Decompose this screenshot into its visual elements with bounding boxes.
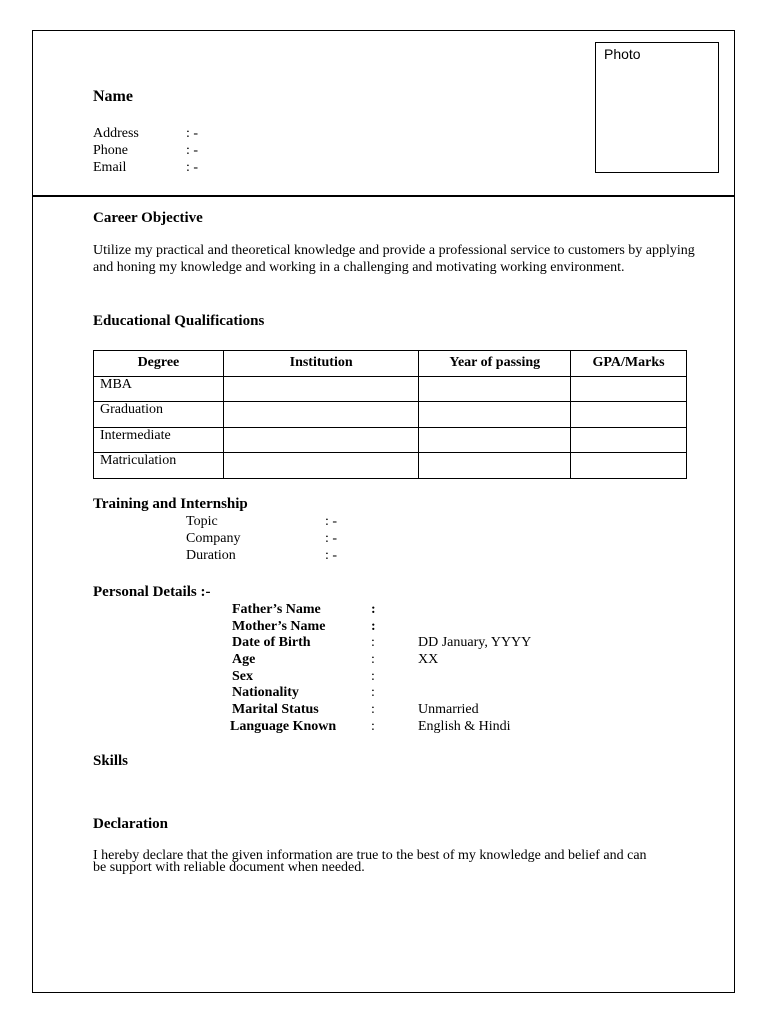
training-label-duration: Duration [186, 548, 236, 563]
personal-value-age: XX [418, 652, 439, 667]
gpa-cell [571, 376, 687, 402]
personal-sep-language: : [371, 719, 375, 734]
column-header-institution: Institution [223, 351, 419, 377]
training-label-company: Company [186, 531, 241, 546]
column-header-degree: Degree [94, 351, 224, 377]
column-header-gpa: GPA/Marks [571, 351, 687, 377]
degree-cell: MBA [94, 376, 224, 402]
contact-value-phone: : - [186, 143, 199, 158]
education-header-row [94, 351, 687, 377]
personal-label-nationality: Nationality [232, 685, 299, 700]
table-row [94, 402, 687, 428]
personal-value-language: English & Hindi [418, 719, 511, 734]
degree-cell: Matriculation [94, 453, 224, 479]
contact-value-address: : - [186, 126, 199, 141]
table-row [94, 427, 687, 453]
personal-sep-sex: : [371, 669, 375, 684]
personal-value-dob: DD January, YYYY [418, 635, 532, 650]
declaration-text: I hereby declare that the given information are true to the best of my knowledge and belief and can be support with reliable document when needed. [93, 848, 647, 875]
personal-sep-nationality: : [371, 685, 375, 700]
institution-cell [223, 376, 419, 402]
personal-sep-father: : [371, 602, 376, 617]
declaration-heading: Declaration [93, 816, 168, 832]
personal-label-age: Age [232, 652, 256, 667]
gpa-cell [571, 402, 687, 428]
year-cell [419, 402, 571, 428]
table-row [94, 453, 687, 479]
institution-cell [223, 453, 419, 479]
personal-label-sex: Sex [232, 669, 253, 684]
table-row [94, 376, 687, 402]
institution-cell [223, 402, 419, 428]
personal-value-marital: Unmarried [418, 702, 479, 717]
header-divider [32, 195, 735, 197]
personal-label-father: Father’s Name [232, 602, 321, 617]
training-heading: Training and Internship [93, 496, 248, 512]
skills-heading: Skills [93, 753, 129, 769]
personal-label-marital: Marital Status [232, 702, 319, 717]
gpa-cell [571, 453, 687, 479]
personal-sep-age: : [371, 652, 375, 667]
year-cell [419, 427, 571, 453]
institution-cell [223, 427, 419, 453]
personal-sep-mother: : [371, 619, 376, 634]
gpa-cell [571, 427, 687, 453]
personal-sep-marital: : [371, 702, 375, 717]
training-value-topic: : - [325, 514, 338, 529]
contact-label-phone: Phone [93, 143, 128, 158]
personal-label-mother: Mother’s Name [232, 619, 326, 634]
year-cell [419, 376, 571, 402]
photo-box [595, 42, 719, 173]
column-header-year: Year of passing [419, 351, 571, 377]
training-label-topic: Topic [186, 514, 218, 529]
degree-cell: Graduation [94, 402, 224, 428]
photo-label: Photo [604, 46, 641, 62]
personal-label-dob: Date of Birth [232, 635, 311, 650]
career-objective-text: Utilize my practical and theoretical knowledge and provide a professional service to customers by applying and honing my knowledge and working in a challenging and motivating working environment. [93, 243, 695, 275]
education-heading: Educational Qualifications [93, 313, 265, 329]
degree-cell: Intermediate [94, 427, 224, 453]
contact-label-email: Email [93, 160, 127, 175]
personal-details-heading: Personal Details :- [93, 584, 211, 600]
contact-label-address: Address [93, 126, 139, 141]
candidate-name: Name [93, 88, 133, 105]
training-value-company: : - [325, 531, 338, 546]
personal-label-language: Language Known [230, 719, 337, 734]
year-cell [419, 453, 571, 479]
career-objective-heading: Career Objective [93, 210, 203, 226]
personal-sep-dob: : [371, 635, 375, 650]
education-table [93, 350, 687, 479]
contact-value-email: : - [186, 160, 199, 175]
training-value-duration: : - [325, 548, 338, 563]
